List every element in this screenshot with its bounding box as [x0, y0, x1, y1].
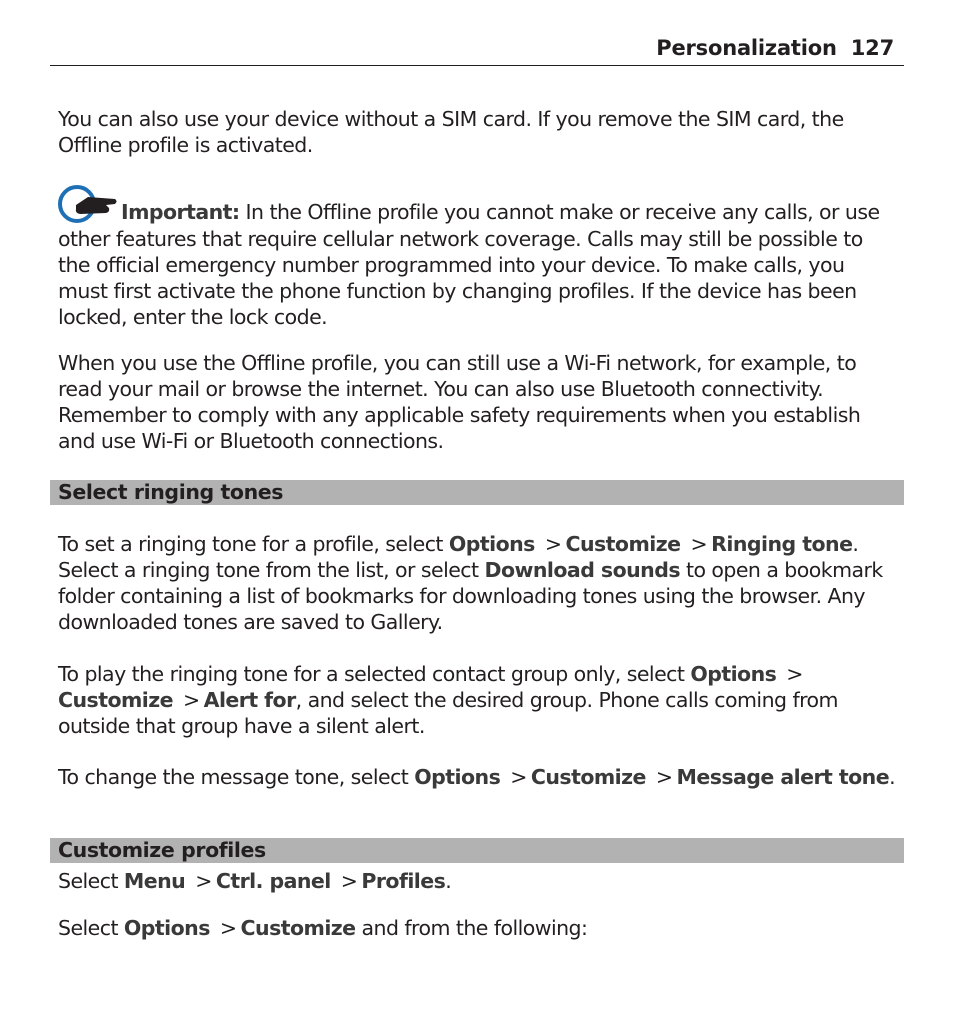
- menu-path-customize: Customize: [240, 916, 356, 940]
- text-run: , and select the desired group. Phone calls coming from: [295, 688, 838, 712]
- offline-wifi-paragraph: [58, 350, 904, 454]
- menu-path-download-sounds: Download sounds: [484, 558, 680, 582]
- text-line: [58, 868, 904, 894]
- text-line: [58, 557, 904, 583]
- menu-path-options: Options: [690, 662, 777, 686]
- menu-path-ringing-tone: Ringing tone: [711, 532, 853, 556]
- menu-path-customize: Customize: [565, 532, 681, 556]
- menu-path-options: Options: [448, 532, 535, 556]
- text-line: Offline profile is activated.: [58, 133, 313, 157]
- running-head: [656, 36, 894, 60]
- menu-path-customize: Customize: [58, 688, 173, 712]
- text-line: folder containing a list of bookmarks for downloading tones using the browser. Any: [58, 584, 866, 608]
- section-title: Select ringing tones: [58, 480, 284, 504]
- text-run: .: [445, 869, 452, 893]
- text-line: the official emergency number programmed into your device. To make calls, you: [58, 253, 845, 277]
- text-run: .: [852, 532, 859, 556]
- text-run: To change the message tone, select: [58, 765, 415, 789]
- text-line: locked, enter the lock code.: [58, 305, 328, 329]
- page-header: [50, 34, 904, 66]
- menu-path-alert-for: Alert for: [203, 688, 296, 712]
- ringing-paragraph-1: [58, 531, 904, 635]
- text-run: Select a ringing tone from the list, or select: [58, 558, 485, 582]
- offline-intro-paragraph: [58, 106, 904, 158]
- text-line: and use Wi-Fi or Bluetooth connections.: [58, 429, 444, 453]
- section-heading-customize: [50, 838, 904, 863]
- text-line: When you use the Offline profile, you can still use a Wi-Fi network, for example, to: [58, 351, 857, 375]
- page-number: 127: [850, 36, 894, 60]
- customize-paragraph-2: [58, 915, 904, 941]
- menu-separator: >: [219, 916, 237, 940]
- menu-separator: >: [544, 532, 562, 556]
- text-run: .: [889, 765, 896, 789]
- text-run: to open a bookmark: [679, 558, 883, 582]
- text-line: You can also use your device without a SIM card. If you remove the SIM card, the: [58, 107, 844, 131]
- menu-path-message-alert-tone: Message alert tone: [676, 765, 890, 789]
- text-run: To play the ringing tone for a selected contact group only, select: [58, 662, 691, 686]
- menu-separator: >: [195, 869, 212, 893]
- menu-separator: >: [690, 532, 708, 556]
- text-run: Select: [58, 916, 124, 940]
- ringing-paragraph-3: [58, 764, 904, 790]
- text-line: must first activate the phone function by changing profiles. If the device has been: [58, 279, 857, 303]
- text-line: outside that group have a silent alert.: [58, 714, 425, 738]
- menu-path-options: Options: [414, 765, 501, 789]
- text-line: other features that require cellular network coverage. Calls may still be possible to: [58, 227, 863, 251]
- important-label: Important:: [121, 200, 240, 224]
- menu-path-profiles: Profiles: [361, 869, 446, 893]
- text-line: Remember to comply with any applicable safety requirements when you establish: [58, 403, 861, 427]
- text-line: [58, 531, 904, 557]
- text-line: [58, 661, 904, 687]
- section-title: Personalization: [656, 36, 837, 60]
- ringing-paragraph-2: [58, 661, 904, 739]
- nokia-warning-hand-icon: [58, 183, 118, 223]
- menu-separator: >: [183, 688, 200, 712]
- section-title: Customize profiles: [58, 838, 266, 862]
- text-line: [58, 687, 904, 713]
- menu-path-menu: Menu: [123, 869, 186, 893]
- menu-path-customize: Customize: [530, 765, 646, 789]
- important-text: In the Offline profile you cannot make or receive any calls, or use: [239, 200, 880, 224]
- menu-separator: >: [510, 765, 527, 789]
- text-run: and from the following:: [355, 916, 588, 940]
- text-run: To set a ringing tone for a profile, select: [58, 532, 449, 556]
- important-note: [58, 178, 904, 330]
- menu-separator: >: [786, 662, 803, 686]
- menu-path-options: Options: [123, 916, 210, 940]
- section-heading-ringing: [50, 480, 904, 505]
- menu-path-ctrl-panel: Ctrl. panel: [215, 869, 331, 893]
- text-line: read your mail or browse the internet. You can also use Bluetooth connectivity.: [58, 377, 824, 401]
- text-line: downloaded tones are saved to Gallery.: [58, 610, 443, 634]
- customize-paragraph-1: [58, 868, 904, 894]
- menu-separator: >: [655, 765, 673, 789]
- text-run: Select: [58, 869, 124, 893]
- important-first-line: [58, 178, 904, 226]
- text-line: [58, 915, 904, 941]
- menu-separator: >: [340, 869, 358, 893]
- text-line: [58, 764, 904, 790]
